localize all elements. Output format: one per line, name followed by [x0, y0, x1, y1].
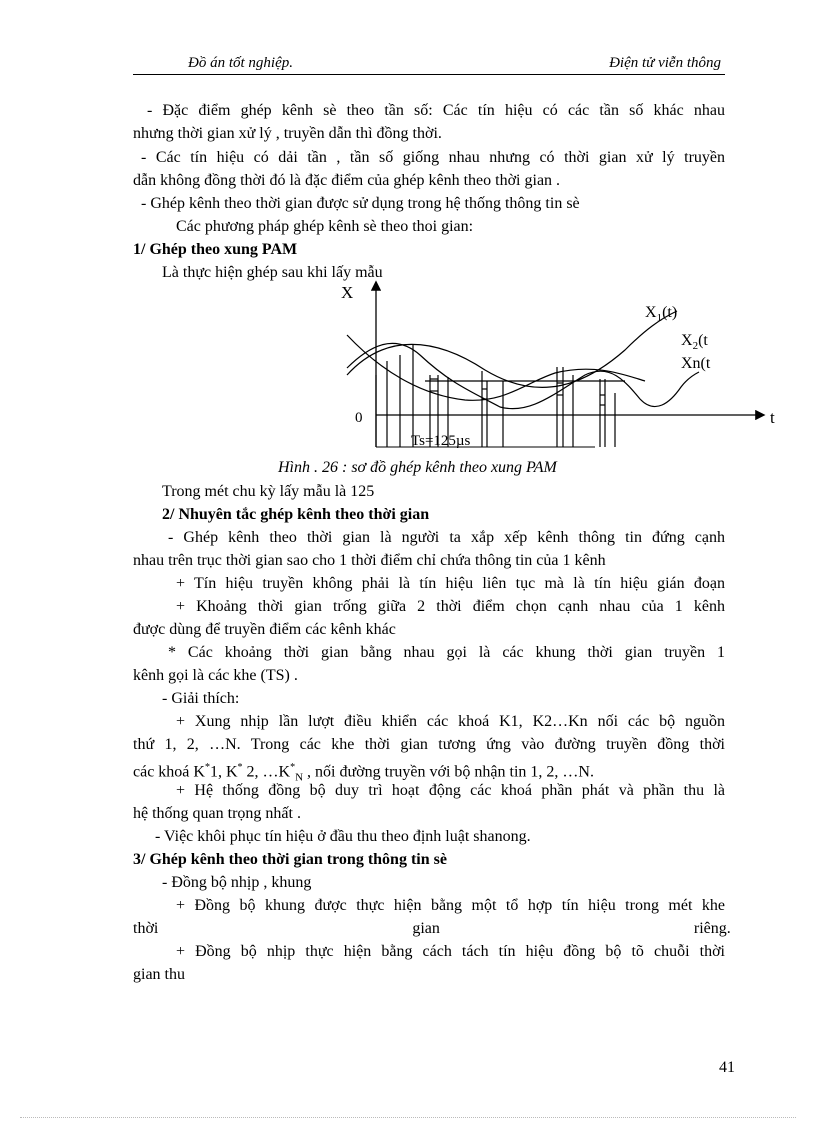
ts-label: Ts=125µs — [411, 433, 471, 449]
paragraph: được dùng để truyền điểm các kênh khác — [133, 621, 396, 638]
x-axis-label: t — [770, 408, 775, 427]
page-header — [133, 50, 725, 75]
origin-label: 0 — [355, 410, 363, 426]
paragraph: - Đặc điểm ghép kênh sè theo tần số: Các tín hiệu có các tần số khác nhau — [147, 102, 725, 119]
paragraph: + Tín hiệu truyền không phải là tín hiệu liên tục mà là tín hiệu gián đoạn — [176, 575, 725, 592]
paragraph: Là thực hiện ghép sau khi lấy mẫu — [162, 264, 383, 281]
paragraph: * Các khoảng thời gian bằng nhau gọi là các khung thời gian truyền 1 — [168, 644, 725, 661]
paragraph: Trong mét chu kỳ lấy mẫu là 125 — [162, 483, 375, 500]
paragraph: kênh gọi là các khe (TS) . — [133, 667, 298, 684]
section-heading: 3/ Ghép kênh theo thời gian trong thông tin sè — [133, 851, 447, 868]
paragraph: gian thu — [133, 966, 185, 983]
paragraph: nhưng thời gian xử lý , truyền dẫn thì đồng thời. — [133, 125, 442, 142]
sample-pulses — [376, 345, 615, 447]
paragraph: dẫn không đồng thời đó là đặc điểm của ghép kênh theo thời gian . — [133, 172, 561, 189]
paragraph: Các phương pháp ghép kênh sè theo thoi gian: — [176, 218, 474, 235]
xn-label: Xn(t — [681, 355, 711, 372]
y-axis-label: X — [341, 283, 354, 302]
paragraph: - Ghép kênh theo thời gian được sử dụng trong hệ thống thông tin sè — [141, 195, 580, 212]
paragraph: - Việc khôi phục tín hiệu ở đầu thu theo định luật shanong. — [155, 828, 531, 845]
section-heading: 2/ Nhuyên tắc ghép kênh theo thời gian — [162, 506, 430, 523]
paragraph: + Hệ thống đồng bộ duy trì hoạt động các khoá phần phát và phần thu là — [176, 782, 725, 799]
paragraph: - Giải thích: — [162, 690, 240, 707]
figure-caption: Hình . 26 : sơ đồ ghép kênh theo xung PAM — [278, 459, 557, 476]
paragraph: thứ 1, 2, …N. Trong các khe thời gian tương ứng vào đường truyền đồng thời — [133, 736, 725, 753]
footer-divider — [20, 1117, 796, 1118]
paragraph: các khoá K*1, K* 2, $\dots K^*_N$ , nối đường truyền với bộ nhận tin 1, 2, …N. — [133, 762, 594, 784]
x2-label: $X_2(t$ — [681, 332, 708, 352]
paragraph: thời gian riêng. — [133, 920, 731, 937]
paragraph: - Ghép kênh theo thời gian là người ta xắp xếp kênh thông tin đứng cạnh — [168, 529, 725, 546]
paragraph: + Khoảng thời gian trống giữa 2 thời điểm chọn cạnh nhau của 1 kênh — [176, 598, 725, 615]
paragraph: - Đồng bộ nhịp , khung — [162, 874, 312, 891]
paragraph: + Đồng bộ nhịp thực hiện bằng cách tách tín hiệu đồng bộ tõ chuỗi thời — [176, 943, 725, 960]
paragraph: + Xung nhịp lần lượt điều khiển các khoá K1, K2…Kn nối các bộ nguồn — [176, 713, 725, 730]
section-heading: 1/ Ghép theo xung PAM — [133, 241, 298, 258]
paragraph: - Các tín hiệu có dải tần , tần số giống nhau nhưng có thời gian xử lý truyền — [141, 149, 725, 166]
header-left: Đồ án tốt nghiệp. — [188, 55, 293, 71]
paragraph: nhau trên trục thời gian sao cho 1 thời điểm chỉ chứa thông tin của 1 kênh — [133, 552, 606, 569]
pam-multiplex-figure — [325, 275, 785, 455]
paragraph: + Đồng bộ khung được thực hiện bằng một tổ hợp tín hiệu trong mét khe — [176, 897, 725, 914]
header-right: Điện tử viễn thông — [609, 55, 721, 71]
x1-label: $X_1(t)$ — [645, 304, 678, 324]
paragraph: hệ thống quan trọng nhất . — [133, 805, 301, 822]
page-number: 41 — [719, 1059, 735, 1076]
